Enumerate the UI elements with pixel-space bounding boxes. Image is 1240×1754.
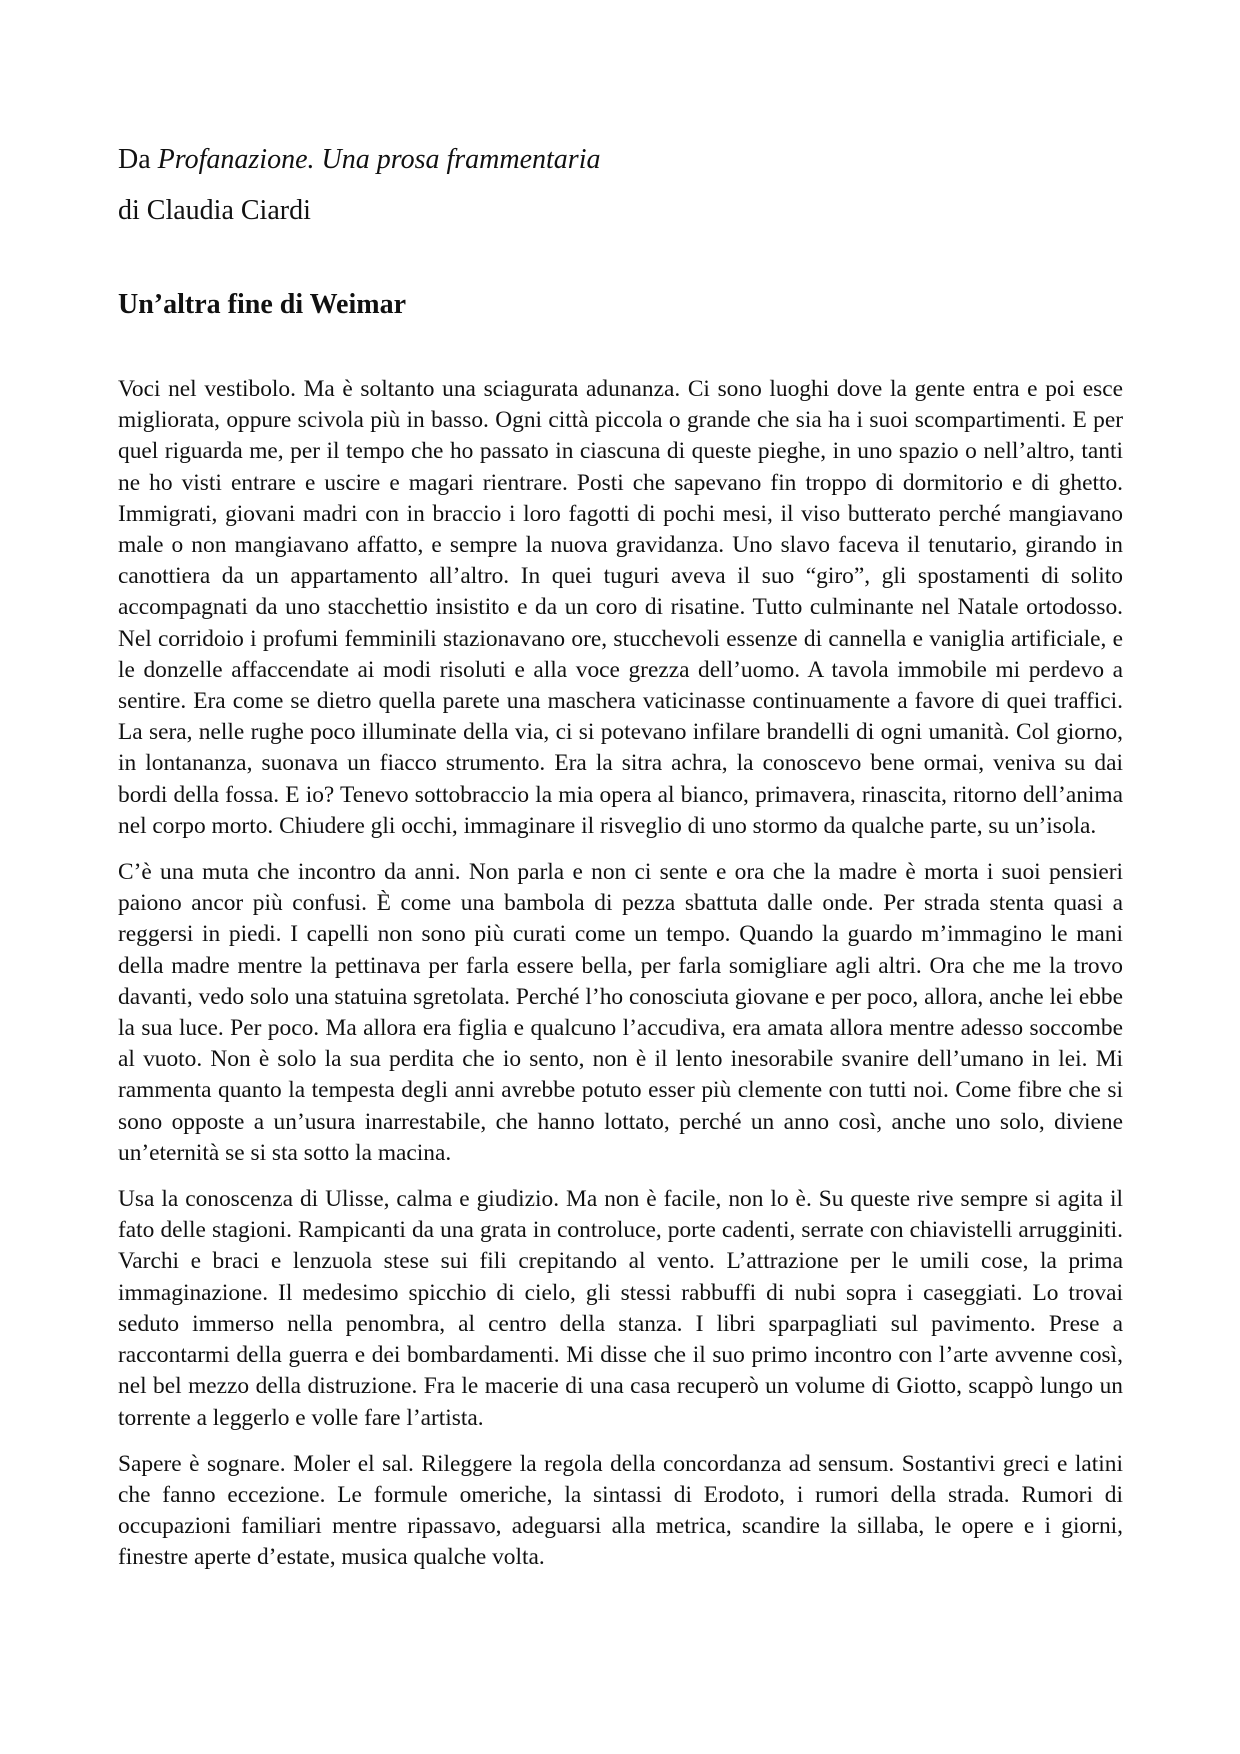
body-text [118, 374, 1123, 1589]
paragraph-3: Usa la conoscenza di Ulisse, calma e giudizio. Ma non è facile, non lo è. Su queste rive sempre si agita il fato delle stagioni. Rampicanti da una grata in controluce, porte cadenti, serrate con chiavistelli arrugginiti. Varchi e braci e lenzuola stese sui fili crepitando al vento. L’attrazione per le umili cose, la prima immaginazione. Il medesimo spicchio di cielo, gli stessi rabbuffi di nubi sopra i caseggiati. Lo trovai seduto immerso nella penombra, al centro della stanza. I libri sparpagliati sul pavimento. Prese a raccontarmi della guerra e dei bombardamenti. Mi disse che il suo primo incontro con l’arte avvenne così, nel bel mezzo della distruzione. Fra le macerie di una casa recuperò un volume di Giotto, scappò lungo un torrente a leggerlo e volle fare l’artista. [118, 1186, 1123, 1431]
source-line [118, 143, 1118, 177]
paragraph-1: Voci nel vestibolo. Ma è soltanto una sciagurata adunanza. Ci sono luoghi dove la gente entra e poi esce migliorata, oppure scivola più in basso. Ogni città piccola o grande che sia ha i suoi scompartimenti. E per quel riguarda me, per il tempo che ho passato in ciascuna di queste pieghe, in uno spazio o nell’altro, tanti ne ho visti entrare e uscire e magari rientrare. Posti che sapevano fin troppo di dormitorio e di ghetto. Immigrati, giovani madri con in braccio i loro fagotti di pochi mesi, il viso butterato perché mangiavano male o non mangiavano affatto, e sempre la nuova gravidanza. Uno slavo faceva il tenutario, girando in canottiera da un appartamento all’altro. In quei tuguri aveva il suo “giro”, gli spostamenti di solito accompagnati da uno stacchettio insistito e da un coro di risatine. Tutto culminante nel Natale ortodosso. Nel corridoio i profumi femminili stazionavano ore, stucchevoli essenze di cannella e vaniglia artificiale, e le donzelle affaccendate ai modi risoluti e alla voce grezza dell’uomo. A tavola immobile mi perdevo a sentire. Era come se dietro quella parete una maschera vaticinasse continuamente a favore di quei traffici. La sera, nelle rughe poco illuminate della via, ci si potevano infilare brandelli di ogni umanità. Col giorno, in lontananza, suonava un fiacco strumento. Era la sitra achra, la conoscevo bene ormai, veniva su dai bordi della fossa. E io? Tenevo sottobraccio la mia opera al bianco, primavera, rinascita, ritorno dell’anima nel corpo morto. Chiudere gli occhi, immaginare il risveglio di uno stormo da qualche parte, su un’isola. [118, 376, 1123, 839]
section-title: Un’altra fine di Weimar [118, 289, 407, 320]
source-title: Profanazione. Una prosa frammentaria [157, 144, 601, 175]
author-line: di Claudia Ciardi [118, 195, 311, 226]
paragraph-2: C’è una muta che incontro da anni. Non parla e non ci sente e ora che la madre è morta i suoi pensieri paiono ancor più confusi. È come una bambola di pezza sbattuta dalle onde. Per strada stenta quasi a reggersi in piedi. I capelli non sono più curati come un tempo. Quando la guardo m’immagino le mani della madre mentre la pettinava per farla essere bella, per farla somigliare agli altri. Ora che me la trovo davanti, vedo solo una statuina sgretolata. Perché l’ho conosciuta giovane e per poco, allora, anche lei ebbe la sua luce. Per poco. Ma allora era figlia e qualcuno l’accudiva, era amata allora mentre adesso soccombe al vuoto. Non è solo la sua perdita che io sento, non è il lento inesorabile svanire dell’umano in lei. Mi rammenta quanto la tempesta degli anni avrebbe potuto esser più clemente con tutti noi. Come fibre che si sono opposte a un’usura inarrestabile, che hanno lottato, perché un anno così, anche uno solo, diviene un’eternità se si sta sotto la macina. [118, 859, 1123, 1166]
paragraph-4: Sapere è sognare. Moler el sal. Rileggere la regola della concordanza ad sensum. Sostantivi greci e latini che fanno eccezione. Le formule omeriche, la sintassi di Erodoto, i rumori della strada. Rumori di occupazioni familiari mentre ripassavo, adeguarsi alla metrica, scandire la sillaba, le opere e i giorni, finestre aperte d’estate, musica qualche volta. [118, 1450, 1123, 1571]
source-prefix: Da [118, 144, 158, 175]
header-block [118, 143, 1118, 228]
